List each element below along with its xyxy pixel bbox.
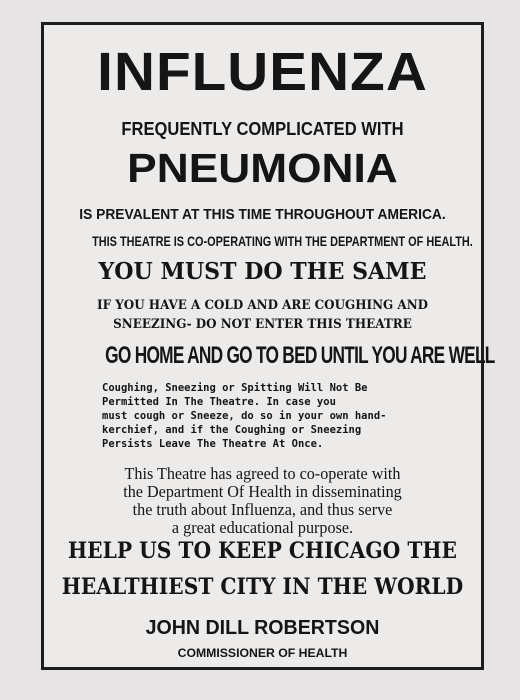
poster-cooperate-line-3: the truth about Influenza, and thus serve	[132, 500, 393, 519]
poster-theatre-cooperating-line: THIS THEATRE IS CO-OPERATING WITH THE DEPARTMENT OF HEALTH.	[92, 233, 473, 249]
poster-warning-line-2: Permitted In The Theatre. In case you	[102, 396, 336, 408]
poster-help-line-1: HELP US TO KEEP CHICAGO THE	[68, 538, 457, 564]
poster-warning-line-3: must cough or Sneeze, do so in your own hand-	[102, 410, 387, 422]
poster-title-pneumonia: PNEUMONIA	[127, 145, 398, 191]
poster-go-home-line: GO HOME AND GO TO BED UNTIL YOU ARE WELL	[105, 342, 495, 369]
poster-title-influenza: INFLUENZA	[97, 42, 428, 102]
poster-cooperate-line-4: a great educational purpose.	[171, 518, 354, 537]
poster-warning-line-5: Persists Leave The Theatre At Once.	[102, 438, 324, 450]
poster-subtitle-complicated: FREQUENTLY COMPLICATED WITH	[121, 119, 404, 139]
poster-cold-line-2: SNEEZING- DO NOT ENTER THIS THEATRE	[113, 317, 412, 332]
poster-cooperate-line-1: This Theatre has agreed to co-operate with	[124, 464, 401, 483]
poster-signature-name: JOHN DILL ROBERTSON	[145, 617, 380, 639]
poster-signature-title: COMMISSIONER OF HEALTH	[177, 646, 348, 660]
poster-prevalent-line: IS PREVALENT AT THIS TIME THROUGHOUT AMERICA.	[79, 206, 446, 223]
poster-cold-line-1: IF YOU HAVE A COLD AND ARE COUGHING AND	[96, 298, 428, 313]
poster-cooperate-line-2: the Department Of Health in disseminating	[123, 482, 402, 501]
health-poster	[41, 22, 495, 670]
poster-warning-line-4: kerchief, and if the Coughing or Sneezing	[102, 424, 362, 436]
poster-you-must-line: YOU MUST DO THE SAME	[98, 258, 427, 285]
poster-help-line-2: HEALTHIEST CITY IN THE WORLD	[61, 574, 464, 600]
poster-warning-line-1: Coughing, Sneezing or Spitting Will Not Be	[102, 382, 368, 394]
